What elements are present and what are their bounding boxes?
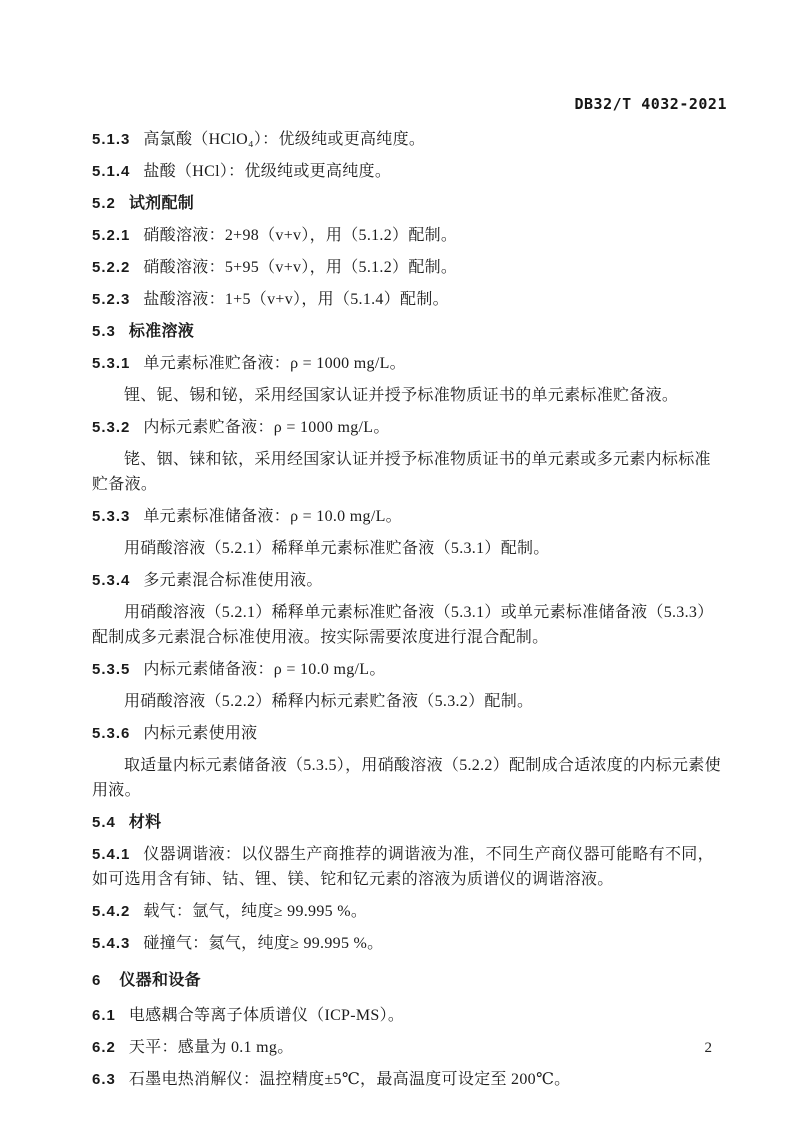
clause-line xyxy=(92,351,727,376)
paragraph-text: 锂、铌、锡和铋，采用经国家认证并授予标准物质证书的单元素标准贮备液。 xyxy=(124,387,679,404)
clause-line xyxy=(92,127,727,152)
clause-line xyxy=(92,899,727,924)
clause-number: 5.3.1 xyxy=(92,355,131,372)
clause-number: 5.1.3 xyxy=(92,131,131,148)
clause-text: 内标元素贮备液：ρ = 1000 mg/L。 xyxy=(143,419,390,436)
clause-number: 5.2.1 xyxy=(92,227,131,244)
clause-text: 盐酸（HCl）：优级纯或更高纯度。 xyxy=(143,163,392,180)
clause-text: 仪器和设备 xyxy=(119,972,201,989)
page-number: 2 xyxy=(704,1040,712,1056)
clause-text: 内标元素使用液 xyxy=(143,725,258,742)
chapter-number: 6 xyxy=(92,972,102,989)
clause-line xyxy=(92,223,727,248)
document-body xyxy=(92,97,727,1099)
section-heading xyxy=(92,191,727,216)
clause-text: 高氯酸（HClO₄）：优级纯或更高纯度。 xyxy=(143,131,426,148)
clause-text: 碰撞气：氦气，纯度≥ 99.995 %。 xyxy=(143,935,384,952)
clause-line xyxy=(92,568,727,593)
standard-code-header: DB32/T 4032-2021 xyxy=(574,95,727,113)
clause-number: 5.3.3 xyxy=(92,508,131,525)
clause-line xyxy=(92,1035,727,1060)
clause-text: 单元素标准贮备液：ρ = 1000 mg/L。 xyxy=(143,355,406,372)
section-heading xyxy=(92,810,727,835)
body-paragraph xyxy=(92,689,727,714)
paragraph-text: 取适量内标元素储备液（5.3.5），用硝酸溶液（5.2.2）配制成合适浓度的内标元素使用液。 xyxy=(92,757,721,799)
body-paragraph xyxy=(92,600,727,650)
clause-line xyxy=(92,415,727,440)
clause-text: 石墨电热消解仪：温控精度±5℃，最高温度可设定至 200℃。 xyxy=(128,1071,571,1088)
body-paragraph xyxy=(92,383,727,408)
clause-number: 5.3.6 xyxy=(92,725,131,742)
clause-number: 5.3.4 xyxy=(92,572,131,589)
clause-number: 5.3 xyxy=(92,323,116,340)
clause-line xyxy=(92,842,727,892)
paragraph-text: 用硝酸溶液（5.2.1）稀释单元素标准贮备液（5.3.1）配制。 xyxy=(124,540,550,557)
clause-number: 5.2.3 xyxy=(92,291,131,308)
clause-line xyxy=(92,504,727,529)
clause-number: 5.4 xyxy=(92,814,116,831)
clause-line xyxy=(92,255,727,280)
clause-line xyxy=(92,721,727,746)
paragraph-text: 用硝酸溶液（5.2.1）稀释单元素标准贮备液（5.3.1）或单元素标准储备液（5.3.3）配制成多元素混合标准使用液。按实际需要浓度进行混合配制。 xyxy=(92,604,714,646)
clause-text: 载气：氩气，纯度≥ 99.995 %。 xyxy=(143,903,368,920)
clause-line xyxy=(92,931,727,956)
clause-text: 材料 xyxy=(128,814,162,831)
body-paragraph xyxy=(92,447,727,497)
clause-number: 5.4.1 xyxy=(92,846,131,863)
clause-text: 天平：感量为 0.1 mg。 xyxy=(128,1039,294,1056)
clause-number: 5.4.3 xyxy=(92,935,131,952)
clause-text: 硝酸溶液：5+95（v+v），用（5.1.2）配制。 xyxy=(143,259,458,276)
clause-number: 5.1.4 xyxy=(92,163,131,180)
clause-number: 5.3.2 xyxy=(92,419,131,436)
clause-line xyxy=(92,657,727,682)
section-heading xyxy=(92,319,727,344)
clause-text: 硝酸溶液：2+98（v+v），用（5.1.2）配制。 xyxy=(143,227,458,244)
clause-text: 试剂配制 xyxy=(128,195,195,212)
paragraph-text: 用硝酸溶液（5.2.2）稀释内标元素贮备液（5.3.2）配制。 xyxy=(124,693,534,710)
clause-number: 5.2.2 xyxy=(92,259,131,276)
clause-number: 5.3.5 xyxy=(92,661,131,678)
clause-number: 6.3 xyxy=(92,1071,116,1088)
clause-number: 6.1 xyxy=(92,1007,116,1024)
clause-text: 仪器调谐液：以仪器生产商推荐的调谐液为准，不同生产商仪器可能略有不同，如可选用含有铈、钴、锂、镁、铊和钇元素的溶液为质谱仪的调谐溶液。 xyxy=(92,846,714,888)
body-paragraph xyxy=(92,753,727,803)
chapter-heading xyxy=(92,968,727,993)
clause-text: 标准溶液 xyxy=(128,323,195,340)
clause-number: 5.2 xyxy=(92,195,116,212)
clause-text: 内标元素储备液：ρ = 10.0 mg/L。 xyxy=(143,661,386,678)
clause-line xyxy=(92,1067,727,1092)
clause-text: 单元素标准储备液：ρ = 10.0 mg/L。 xyxy=(143,508,402,525)
clause-text: 多元素混合标准使用液。 xyxy=(143,572,323,589)
clause-line xyxy=(92,287,727,312)
clause-text: 盐酸溶液：1+5（v+v），用（5.1.4）配制。 xyxy=(143,291,449,308)
clause-text: 电感耦合等离子体质谱仪（ICP-MS）。 xyxy=(128,1007,405,1024)
clause-line xyxy=(92,1003,727,1028)
clause-line xyxy=(92,159,727,184)
clause-number: 5.4.2 xyxy=(92,903,131,920)
paragraph-text: 铑、铟、铼和铱，采用经国家认证并授予标准物质证书的单元素或多元素内标标准贮备液。 xyxy=(92,451,711,493)
body-paragraph xyxy=(92,536,727,561)
clause-number: 6.2 xyxy=(92,1039,116,1056)
